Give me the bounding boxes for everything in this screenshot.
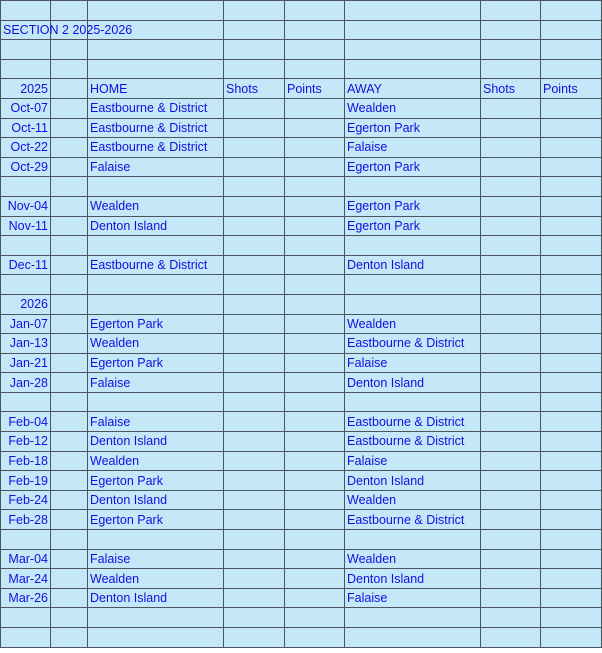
empty-cell[interactable] [51, 59, 88, 79]
home-team-cell[interactable]: Falaise [88, 373, 224, 393]
table-row [1, 177, 602, 197]
away-points-cell[interactable] [541, 530, 602, 550]
empty-cell[interactable] [51, 79, 88, 99]
away-team-cell[interactable] [345, 40, 481, 60]
home-shots-cell[interactable] [224, 216, 285, 236]
empty-cell[interactable] [51, 275, 88, 295]
home-shots-cell[interactable] [224, 138, 285, 158]
away-points-cell[interactable] [541, 510, 602, 530]
home-team-cell[interactable]: Wealden [88, 334, 224, 354]
table-row [1, 569, 602, 589]
home-points-cell[interactable] [285, 138, 345, 158]
home-points-cell[interactable] [285, 98, 345, 118]
empty-cell[interactable] [51, 1, 88, 21]
home-shots-cell[interactable] [224, 59, 285, 79]
date-cell[interactable] [1, 275, 51, 295]
home-points-cell[interactable] [285, 432, 345, 452]
table-row [1, 628, 602, 648]
table-row [1, 40, 602, 60]
home-points-cell[interactable] [285, 569, 345, 589]
away-team-cell[interactable] [345, 59, 481, 79]
home-shots-cell[interactable] [224, 530, 285, 550]
header-home-shots[interactable]: Shots [224, 79, 285, 99]
away-team-cell[interactable]: Egerton Park [345, 118, 481, 138]
home-shots-cell[interactable] [224, 294, 285, 314]
home-shots-cell[interactable] [224, 471, 285, 491]
home-points-cell[interactable] [285, 255, 345, 275]
empty-cell[interactable] [51, 177, 88, 197]
away-team-cell[interactable] [345, 294, 481, 314]
home-team-cell[interactable]: Falaise [88, 412, 224, 432]
away-team-cell[interactable]: Falaise [345, 451, 481, 471]
empty-cell[interactable] [51, 510, 88, 530]
home-points-cell[interactable] [285, 530, 345, 550]
empty-cell[interactable] [51, 569, 88, 589]
date-cell[interactable]: Dec-11 [1, 255, 51, 275]
home-team-cell[interactable]: Falaise [88, 549, 224, 569]
home-team-cell[interactable]: Eastbourne & District [88, 98, 224, 118]
away-team-cell[interactable] [345, 530, 481, 550]
table-row [1, 275, 602, 295]
home-team-cell[interactable] [88, 530, 224, 550]
home-team-cell[interactable]: Egerton Park [88, 471, 224, 491]
empty-cell[interactable] [51, 392, 88, 412]
table-row [1, 588, 602, 608]
away-points-cell[interactable] [541, 40, 602, 60]
away-points-cell[interactable] [541, 628, 602, 648]
away-points-cell[interactable] [541, 588, 602, 608]
home-team-cell[interactable] [88, 628, 224, 648]
date-cell[interactable]: Jan-28 [1, 373, 51, 393]
empty-cell[interactable] [51, 40, 88, 60]
table-row [1, 510, 602, 530]
away-points-cell[interactable] [541, 275, 602, 295]
home-team-cell[interactable]: Denton Island [88, 588, 224, 608]
home-points-cell[interactable] [285, 451, 345, 471]
table-row [1, 294, 602, 314]
home-team-cell[interactable]: Denton Island [88, 216, 224, 236]
home-points-cell[interactable] [285, 59, 345, 79]
table-row [1, 392, 602, 412]
table-row [1, 412, 602, 432]
table-row [1, 98, 602, 118]
home-points-cell[interactable] [285, 236, 345, 256]
home-team-cell[interactable]: Eastbourne & District [88, 138, 224, 158]
away-points-cell[interactable] [541, 490, 602, 510]
away-shots-cell[interactable] [481, 314, 541, 334]
away-shots-cell[interactable] [481, 549, 541, 569]
table-row [1, 255, 602, 275]
date-cell[interactable]: Mar-24 [1, 569, 51, 589]
away-team-cell[interactable]: Eastbourne & District [345, 334, 481, 354]
away-team-cell[interactable]: Wealden [345, 549, 481, 569]
home-team-cell[interactable] [88, 294, 224, 314]
header-home-points[interactable]: Points [285, 79, 345, 99]
away-team-cell[interactable]: Egerton Park [345, 157, 481, 177]
home-points-cell[interactable] [285, 490, 345, 510]
away-points-cell[interactable] [541, 177, 602, 197]
home-team-cell[interactable]: Wealden [88, 196, 224, 216]
away-shots-cell[interactable] [481, 118, 541, 138]
empty-cell[interactable] [51, 353, 88, 373]
date-cell[interactable] [1, 59, 51, 79]
date-cell[interactable] [1, 628, 51, 648]
table-row [1, 196, 602, 216]
away-shots-cell[interactable] [481, 490, 541, 510]
away-team-cell[interactable]: Denton Island [345, 569, 481, 589]
table-row [1, 373, 602, 393]
date-cell[interactable]: Nov-04 [1, 196, 51, 216]
empty-cell[interactable] [51, 588, 88, 608]
date-cell[interactable] [1, 236, 51, 256]
away-shots-cell[interactable] [481, 275, 541, 295]
home-points-cell[interactable] [285, 157, 345, 177]
away-points-cell[interactable] [541, 392, 602, 412]
away-points-cell[interactable] [541, 118, 602, 138]
home-team-cell[interactable]: Wealden [88, 451, 224, 471]
away-team-cell[interactable]: Denton Island [345, 255, 481, 275]
date-cell[interactable]: Feb-28 [1, 510, 51, 530]
away-team-cell[interactable]: Denton Island [345, 373, 481, 393]
away-shots-cell[interactable] [481, 628, 541, 648]
away-team-cell[interactable]: Falaise [345, 353, 481, 373]
header-away-shots[interactable]: Shots [481, 79, 541, 99]
away-shots-cell[interactable] [481, 40, 541, 60]
away-shots-cell[interactable] [481, 451, 541, 471]
date-cell[interactable]: Jan-13 [1, 334, 51, 354]
home-shots-cell[interactable] [224, 549, 285, 569]
table-row [1, 216, 602, 236]
away-team-cell[interactable]: Wealden [345, 490, 481, 510]
home-points-cell[interactable] [285, 373, 345, 393]
table-row [1, 490, 602, 510]
date-cell[interactable]: Jan-21 [1, 353, 51, 373]
empty-cell[interactable] [51, 412, 88, 432]
table-row [1, 471, 602, 491]
home-team-cell[interactable]: Denton Island [88, 490, 224, 510]
home-shots-cell[interactable] [224, 392, 285, 412]
empty-cell[interactable] [51, 196, 88, 216]
away-points-cell[interactable] [541, 216, 602, 236]
home-shots-cell[interactable] [224, 314, 285, 334]
date-cell[interactable]: Oct-07 [1, 98, 51, 118]
home-points-cell[interactable] [285, 392, 345, 412]
home-team-cell[interactable] [88, 608, 224, 628]
away-team-cell[interactable]: Falaise [345, 138, 481, 158]
date-cell[interactable]: Feb-24 [1, 490, 51, 510]
empty-cell[interactable] [51, 216, 88, 236]
table-row [1, 608, 602, 628]
home-team-cell[interactable]: Denton Island [88, 432, 224, 452]
date-cell[interactable]: Oct-29 [1, 157, 51, 177]
empty-cell[interactable] [51, 255, 88, 275]
sheet-body [1, 1, 602, 648]
home-points-cell[interactable] [285, 510, 345, 530]
away-points-cell[interactable] [541, 196, 602, 216]
home-team-cell[interactable]: Egerton Park [88, 510, 224, 530]
home-shots-cell[interactable] [224, 275, 285, 295]
date-cell[interactable]: Feb-19 [1, 471, 51, 491]
home-points-cell[interactable] [285, 118, 345, 138]
date-cell[interactable]: Jan-07 [1, 314, 51, 334]
home-team-cell[interactable] [88, 275, 224, 295]
home-shots-cell[interactable] [224, 236, 285, 256]
date-cell[interactable] [1, 530, 51, 550]
away-shots-cell[interactable] [481, 59, 541, 79]
home-team-cell[interactable] [88, 40, 224, 60]
sheet-title[interactable] [1, 20, 133, 40]
away-team-cell[interactable]: Eastbourne & District [345, 432, 481, 452]
date-cell[interactable]: Feb-12 [1, 432, 51, 452]
date-cell[interactable]: Feb-18 [1, 451, 51, 471]
away-team-cell[interactable] [345, 608, 481, 628]
away-shots-cell[interactable] [481, 157, 541, 177]
date-cell[interactable]: Oct-22 [1, 138, 51, 158]
date-cell[interactable] [1, 177, 51, 197]
empty-cell[interactable] [51, 98, 88, 118]
home-shots-cell[interactable] [224, 98, 285, 118]
table-row [1, 157, 602, 177]
table-row [1, 79, 602, 99]
away-shots-cell[interactable] [481, 236, 541, 256]
home-team-cell[interactable]: Egerton Park [88, 353, 224, 373]
header-year[interactable]: 2025 [1, 79, 51, 99]
away-points-cell[interactable] [541, 471, 602, 491]
table-row [1, 118, 602, 138]
table-row [1, 314, 602, 334]
date-cell[interactable] [1, 1, 51, 21]
home-shots-cell[interactable] [224, 353, 285, 373]
home-shots-cell[interactable] [224, 255, 285, 275]
away-shots-cell[interactable] [481, 138, 541, 158]
date-cell[interactable] [1, 608, 51, 628]
away-team-cell[interactable]: Eastbourne & District [345, 412, 481, 432]
home-team-cell[interactable] [88, 1, 224, 21]
home-shots-cell[interactable] [224, 157, 285, 177]
empty-cell[interactable] [51, 608, 88, 628]
empty-cell[interactable] [51, 530, 88, 550]
empty-cell[interactable] [51, 451, 88, 471]
away-team-cell[interactable]: Wealden [345, 314, 481, 334]
away-shots-cell[interactable] [481, 216, 541, 236]
table-row [1, 236, 602, 256]
date-cell[interactable]: 2026 [1, 294, 51, 314]
home-points-cell[interactable] [285, 471, 345, 491]
table-row [1, 549, 602, 569]
away-shots-cell[interactable] [481, 392, 541, 412]
home-shots-cell[interactable] [224, 510, 285, 530]
away-points-cell[interactable] [541, 255, 602, 275]
away-shots-cell[interactable] [481, 530, 541, 550]
away-points-cell[interactable] [541, 157, 602, 177]
away-shots-cell[interactable] [481, 608, 541, 628]
away-shots-cell[interactable] [481, 432, 541, 452]
table-row [1, 20, 602, 40]
header-home[interactable]: HOME [88, 79, 224, 99]
home-shots-cell[interactable] [224, 177, 285, 197]
home-shots-cell[interactable] [224, 588, 285, 608]
away-points-cell[interactable] [541, 412, 602, 432]
home-points-cell[interactable] [285, 549, 345, 569]
home-points-cell[interactable] [285, 196, 345, 216]
away-shots-cell[interactable] [481, 255, 541, 275]
home-points-cell[interactable] [285, 294, 345, 314]
empty-cell[interactable] [51, 549, 88, 569]
empty-cell[interactable] [51, 432, 88, 452]
table-row [1, 530, 602, 550]
empty-cell[interactable] [51, 157, 88, 177]
empty-cell[interactable] [51, 118, 88, 138]
away-points-cell[interactable] [541, 373, 602, 393]
home-points-cell[interactable] [285, 334, 345, 354]
home-shots-cell[interactable] [224, 569, 285, 589]
home-points-cell[interactable] [285, 588, 345, 608]
away-shots-cell[interactable] [481, 412, 541, 432]
date-cell[interactable]: Mar-26 [1, 588, 51, 608]
away-points-cell[interactable] [541, 138, 602, 158]
home-points-cell[interactable] [285, 216, 345, 236]
home-points-cell[interactable] [285, 608, 345, 628]
away-team-cell[interactable] [345, 628, 481, 648]
empty-cell[interactable] [481, 20, 541, 40]
away-team-cell[interactable] [345, 236, 481, 256]
table-row [1, 138, 602, 158]
home-shots-cell[interactable] [224, 628, 285, 648]
home-shots-cell[interactable] [224, 40, 285, 60]
empty-cell[interactable] [51, 236, 88, 256]
empty-cell[interactable] [541, 20, 602, 40]
empty-cell[interactable] [51, 628, 88, 648]
home-team-cell[interactable] [88, 177, 224, 197]
home-points-cell[interactable] [285, 275, 345, 295]
home-shots-cell[interactable] [224, 432, 285, 452]
away-team-cell[interactable] [345, 1, 481, 21]
away-shots-cell[interactable] [481, 353, 541, 373]
home-shots-cell[interactable] [224, 1, 285, 21]
date-cell[interactable]: Mar-04 [1, 549, 51, 569]
empty-cell[interactable] [285, 20, 345, 40]
away-team-cell[interactable] [345, 275, 481, 295]
away-team-cell[interactable]: Egerton Park [345, 216, 481, 236]
empty-cell[interactable] [51, 138, 88, 158]
away-points-cell[interactable] [541, 59, 602, 79]
home-points-cell[interactable] [285, 628, 345, 648]
away-points-cell[interactable] [541, 451, 602, 471]
away-shots-cell[interactable] [481, 177, 541, 197]
empty-cell[interactable] [51, 294, 88, 314]
empty-cell[interactable] [51, 490, 88, 510]
away-points-cell[interactable] [541, 334, 602, 354]
away-team-cell[interactable]: Egerton Park [345, 196, 481, 216]
away-shots-cell[interactable] [481, 196, 541, 216]
date-cell[interactable]: Feb-04 [1, 412, 51, 432]
away-points-cell[interactable] [541, 608, 602, 628]
home-points-cell[interactable] [285, 40, 345, 60]
away-team-cell[interactable]: Wealden [345, 98, 481, 118]
away-team-cell[interactable] [345, 392, 481, 412]
empty-cell[interactable] [51, 314, 88, 334]
home-shots-cell[interactable] [224, 451, 285, 471]
away-points-cell[interactable] [541, 314, 602, 334]
home-team-cell[interactable]: Wealden [88, 569, 224, 589]
home-team-cell[interactable] [88, 59, 224, 79]
home-points-cell[interactable] [285, 353, 345, 373]
home-team-cell[interactable] [88, 236, 224, 256]
empty-cell[interactable] [51, 334, 88, 354]
away-shots-cell[interactable] [481, 294, 541, 314]
header-away[interactable]: AWAY [345, 79, 481, 99]
away-shots-cell[interactable] [481, 510, 541, 530]
away-points-cell[interactable] [541, 353, 602, 373]
home-shots-cell[interactable] [224, 118, 285, 138]
away-team-cell[interactable] [345, 177, 481, 197]
home-shots-cell[interactable] [224, 334, 285, 354]
away-team-cell[interactable]: Eastbourne & District [345, 510, 481, 530]
away-shots-cell[interactable] [481, 569, 541, 589]
home-points-cell[interactable] [285, 412, 345, 432]
home-points-cell[interactable] [285, 314, 345, 334]
empty-cell[interactable] [224, 20, 285, 40]
home-shots-cell[interactable] [224, 196, 285, 216]
away-shots-cell[interactable] [481, 588, 541, 608]
date-cell[interactable]: Oct-11 [1, 118, 51, 138]
away-points-cell[interactable] [541, 294, 602, 314]
empty-cell[interactable] [51, 373, 88, 393]
home-team-cell[interactable]: Falaise [88, 157, 224, 177]
empty-cell[interactable] [51, 471, 88, 491]
home-shots-cell[interactable] [224, 608, 285, 628]
home-team-cell[interactable]: Eastbourne & District [88, 255, 224, 275]
table-row [1, 432, 602, 452]
away-points-cell[interactable] [541, 549, 602, 569]
table-row [1, 451, 602, 471]
home-shots-cell[interactable] [224, 490, 285, 510]
away-shots-cell[interactable] [481, 373, 541, 393]
table-row [1, 1, 602, 21]
away-team-cell[interactable]: Denton Island [345, 471, 481, 491]
home-shots-cell[interactable] [224, 412, 285, 432]
empty-cell[interactable] [345, 20, 481, 40]
home-team-cell[interactable]: Eastbourne & District [88, 118, 224, 138]
home-points-cell[interactable] [285, 177, 345, 197]
table-row [1, 353, 602, 373]
home-points-cell[interactable] [285, 1, 345, 21]
table-row [1, 59, 602, 79]
away-points-cell[interactable] [541, 432, 602, 452]
date-cell[interactable] [1, 40, 51, 60]
away-shots-cell[interactable] [481, 1, 541, 21]
away-points-cell[interactable] [541, 1, 602, 21]
table-row [1, 334, 602, 354]
away-points-cell[interactable] [541, 569, 602, 589]
away-shots-cell[interactable] [481, 98, 541, 118]
home-shots-cell[interactable] [224, 373, 285, 393]
away-shots-cell[interactable] [481, 471, 541, 491]
home-team-cell[interactable] [88, 392, 224, 412]
header-away-points[interactable]: Points [541, 79, 602, 99]
away-points-cell[interactable] [541, 98, 602, 118]
away-points-cell[interactable] [541, 236, 602, 256]
date-cell[interactable]: Nov-11 [1, 216, 51, 236]
away-shots-cell[interactable] [481, 334, 541, 354]
sheet-title-text: SECTION 2 2025-2026 [3, 22, 133, 37]
home-team-cell[interactable]: Egerton Park [88, 314, 224, 334]
away-team-cell[interactable]: Falaise [345, 588, 481, 608]
date-cell[interactable] [1, 392, 51, 412]
